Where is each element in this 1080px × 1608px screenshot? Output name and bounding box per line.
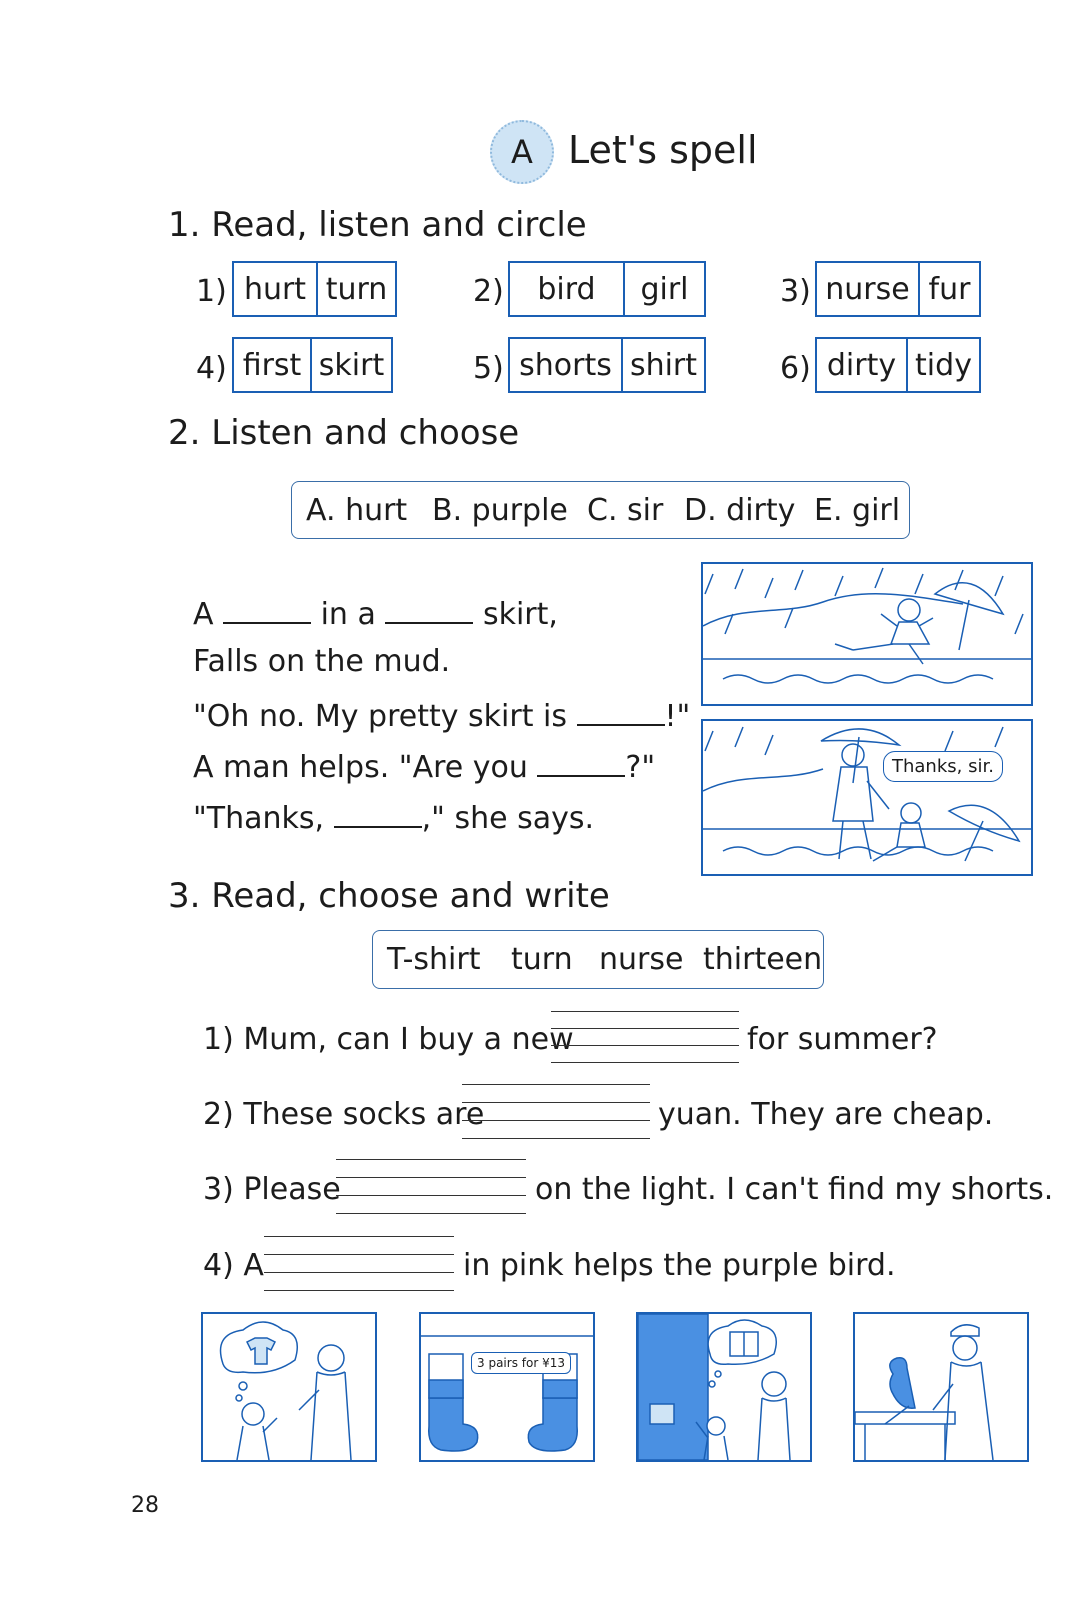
poem-text: ," she says. <box>421 801 595 836</box>
word-option[interactable]: turn <box>316 263 395 315</box>
picture-socks-price <box>419 1312 595 1462</box>
poem-text: "Oh no. My pretty skirt is <box>193 699 577 734</box>
option-item: E. girl <box>814 492 901 528</box>
sentence-end: on the light. I can't find my shorts. <box>535 1172 1054 1207</box>
word-option[interactable]: fur <box>918 263 979 315</box>
sentence-end: for summer? <box>747 1022 938 1057</box>
poem-line <box>193 749 655 783</box>
section1-title: 1. Read, listen and circle <box>168 205 587 245</box>
answer-blank[interactable] <box>334 800 422 828</box>
sentence-start: 1) Mum, can I buy a new <box>203 1022 574 1057</box>
item-number: 2) <box>473 274 504 309</box>
options-box <box>291 481 910 539</box>
answer-blank[interactable] <box>577 698 665 726</box>
word-pair-box <box>508 337 706 393</box>
item-number: 6) <box>780 351 811 386</box>
girl-mum-tshirt-illustration <box>203 1314 375 1460</box>
option-item: C. sir <box>587 492 664 528</box>
comic-panel-man-helps <box>701 719 1033 876</box>
speech-text: Thanks, sir. <box>892 756 994 777</box>
page-title: Let's spell <box>568 128 758 172</box>
section2-title: 2. Listen and choose <box>168 413 520 453</box>
poem-text: "Thanks, <box>193 801 334 836</box>
poem-text: Falls on the mud. <box>193 644 451 679</box>
word-option[interactable]: hurt <box>243 271 307 307</box>
word-option[interactable]: skirt <box>310 339 391 391</box>
picture-dark-room <box>636 1312 812 1462</box>
picture-tshirt-thought <box>201 1312 377 1462</box>
writing-lines[interactable] <box>551 1011 739 1065</box>
word-pair-box <box>232 337 393 393</box>
price-tag-text: 3 pairs for ¥13 <box>477 1356 565 1370</box>
poem-line <box>193 644 451 679</box>
word-option[interactable]: shirt <box>621 339 704 391</box>
writing-lines[interactable] <box>336 1159 526 1215</box>
poem-line <box>193 698 690 732</box>
badge-letter: A <box>511 133 533 171</box>
socks-illustration <box>421 1314 593 1460</box>
word-bank-item: T-shirt <box>387 942 481 977</box>
answer-blank[interactable] <box>385 596 473 624</box>
word-bank-item: thirteen <box>703 942 823 977</box>
man-helps-illustration <box>703 721 1031 874</box>
poem-text: A man helps. "Are you <box>193 750 538 785</box>
poem-line <box>193 800 594 834</box>
page-number: 28 <box>131 1493 159 1518</box>
answer-blank[interactable] <box>537 749 625 777</box>
price-tag <box>471 1352 571 1374</box>
poem-text: A <box>193 597 224 632</box>
answer-blank[interactable] <box>223 596 311 624</box>
poem-text: ?" <box>625 750 656 785</box>
rain-scene-illustration <box>703 564 1031 704</box>
word-bank-item: turn <box>511 942 573 977</box>
word-pair-box <box>815 337 981 393</box>
item-number: 3) <box>780 274 811 309</box>
sentence-end: in pink helps the purple bird. <box>463 1248 896 1283</box>
option-item: A. hurt <box>306 492 408 528</box>
word-option[interactable]: tidy <box>906 339 979 391</box>
word-bank-item: nurse <box>599 942 684 977</box>
sentence-start: 2) These socks are <box>203 1097 485 1132</box>
word-pair-box <box>232 261 397 317</box>
sentence-end: yuan. They are cheap. <box>658 1097 994 1132</box>
sentence-start: 4) A <box>203 1248 264 1283</box>
section-badge <box>490 120 554 184</box>
poem-text: skirt, <box>473 597 558 632</box>
section3-title: 3. Read, choose and write <box>168 876 610 916</box>
word-option[interactable]: nurse <box>825 271 910 307</box>
poem-line <box>193 596 558 630</box>
word-bank-box <box>372 930 824 989</box>
word-option[interactable]: bird <box>537 271 596 307</box>
word-pair-box <box>508 261 706 317</box>
comic-panel-girl-falls <box>701 562 1033 706</box>
sentence-start: 3) Please <box>203 1172 341 1207</box>
poem-text: !" <box>664 699 691 734</box>
item-number: 5) <box>473 351 504 386</box>
writing-lines[interactable] <box>462 1084 650 1140</box>
word-option[interactable]: girl <box>623 263 704 315</box>
option-item: D. dirty <box>684 492 796 528</box>
poem-text: in a <box>311 597 386 632</box>
item-number: 4) <box>196 351 227 386</box>
dark-room-illustration <box>638 1314 810 1460</box>
picture-nurse-bird <box>853 1312 1029 1462</box>
word-option[interactable]: first <box>242 347 302 383</box>
word-pair-box <box>815 261 981 317</box>
item-number: 1) <box>196 274 227 309</box>
writing-lines[interactable] <box>264 1236 454 1292</box>
word-option[interactable]: dirty <box>826 347 897 383</box>
option-item: B. purple <box>432 492 568 528</box>
speech-bubble <box>883 751 1003 782</box>
word-option[interactable]: shorts <box>519 347 612 383</box>
nurse-bird-illustration <box>855 1314 1027 1460</box>
